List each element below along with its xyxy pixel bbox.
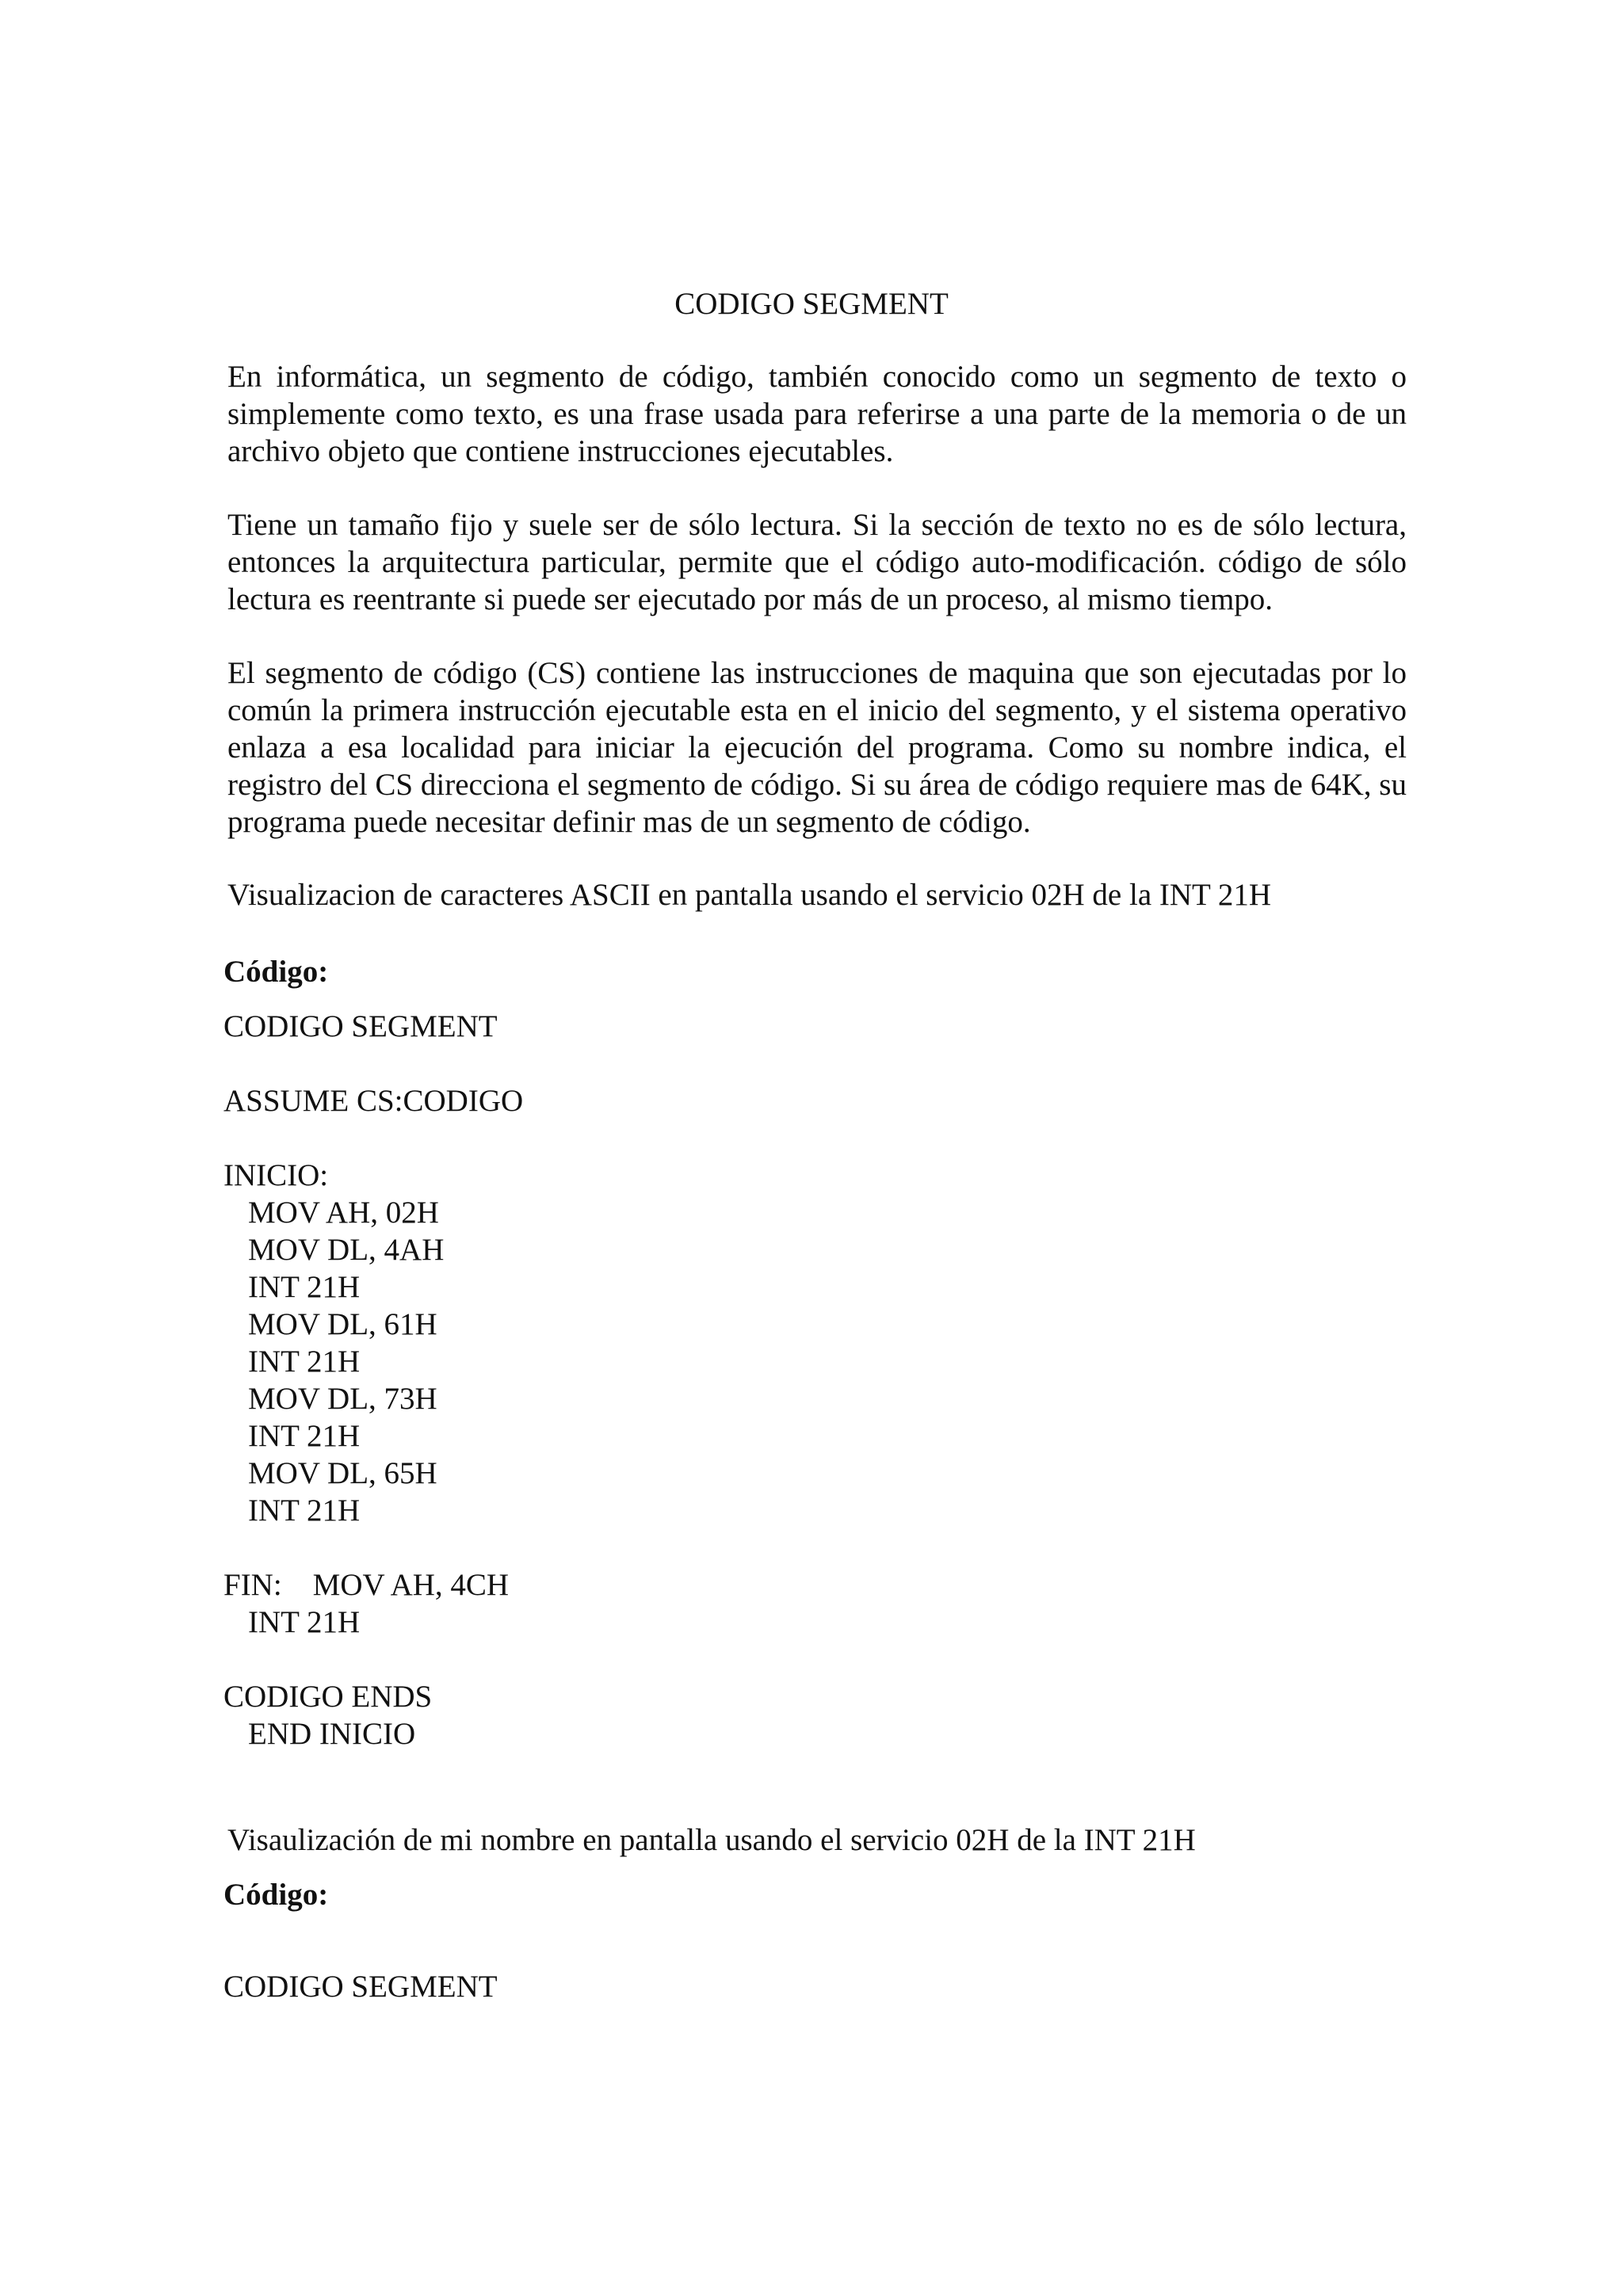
paragraph-cs: El segmento de código (CS) contiene las instrucciones de maquina que son ejecutadas por lo común la primera instrucción ejecutable esta en el inicio del segmento, y el sistema operativo enlaza a esa localidad para iniciar la ejecución del programa. Como su nombre indica, el registro del CS direcciona el segmento de código. Si su área de código requiere mas de 64K, su programa puede necesitar definir mas de un segmento de código.: [227, 656, 1407, 839]
code-block: [223, 1968, 498, 2005]
code-line: INT 21H: [248, 1605, 361, 1639]
code-line: MOV DL, 61H: [248, 1307, 437, 1341]
code-line: INICIO:: [223, 1158, 329, 1192]
code-line: FIN: MOV AH, 4CH: [223, 1568, 510, 1602]
code-label: Código:: [223, 955, 329, 989]
code-line: INT 21H: [248, 1344, 361, 1379]
code-line: INT 21H: [248, 1270, 361, 1304]
code-line: MOV AH, 02H: [248, 1196, 439, 1230]
code-line: CODIGO SEGMENT: [223, 1970, 498, 2004]
code-line: MOV DL, 4AH: [248, 1233, 445, 1267]
code-line: ASSUME CS:CODIGO: [223, 1084, 524, 1118]
code-line: MOV DL, 65H: [248, 1456, 437, 1490]
code-line: CODIGO SEGMENT: [223, 1009, 498, 1043]
paragraph-name-heading: Visaulización de mi nombre en pantalla usando el servicio 02H de la INT 21H: [227, 1823, 1196, 1857]
code-line: INT 21H: [248, 1493, 361, 1527]
code-line: END INICIO: [248, 1717, 416, 1751]
code-label: Código:: [223, 1878, 329, 1912]
code-line: INT 21H: [248, 1419, 361, 1453]
code-line: MOV DL, 73H: [248, 1382, 437, 1416]
paragraph-ascii-heading: Visualizacion de caracteres ASCII en pantalla usando el servicio 02H de la INT 21H: [227, 878, 1272, 912]
paragraph-intro: En informática, un segmento de código, también conocido como un segmento de texto o simplemente como texto, es una frase usada para referirse a una parte de la memoria o de un archivo objeto que contiene instrucciones ejecutables.: [227, 360, 1407, 468]
code-block: [223, 1008, 523, 1753]
code-line: CODIGO ENDS: [223, 1680, 433, 1714]
page-title: CODIGO SEGMENT: [674, 287, 949, 321]
paragraph-size: Tiene un tamaño fijo y suele ser de sólo lectura. Si la sección de texto no es de sólo lectura, entonces la arquitectura particular, permite que el código auto-modificación. código de sólo lectura es reentrante si puede ser ejecutado por más de un proceso, al mismo tiempo.: [227, 508, 1407, 616]
